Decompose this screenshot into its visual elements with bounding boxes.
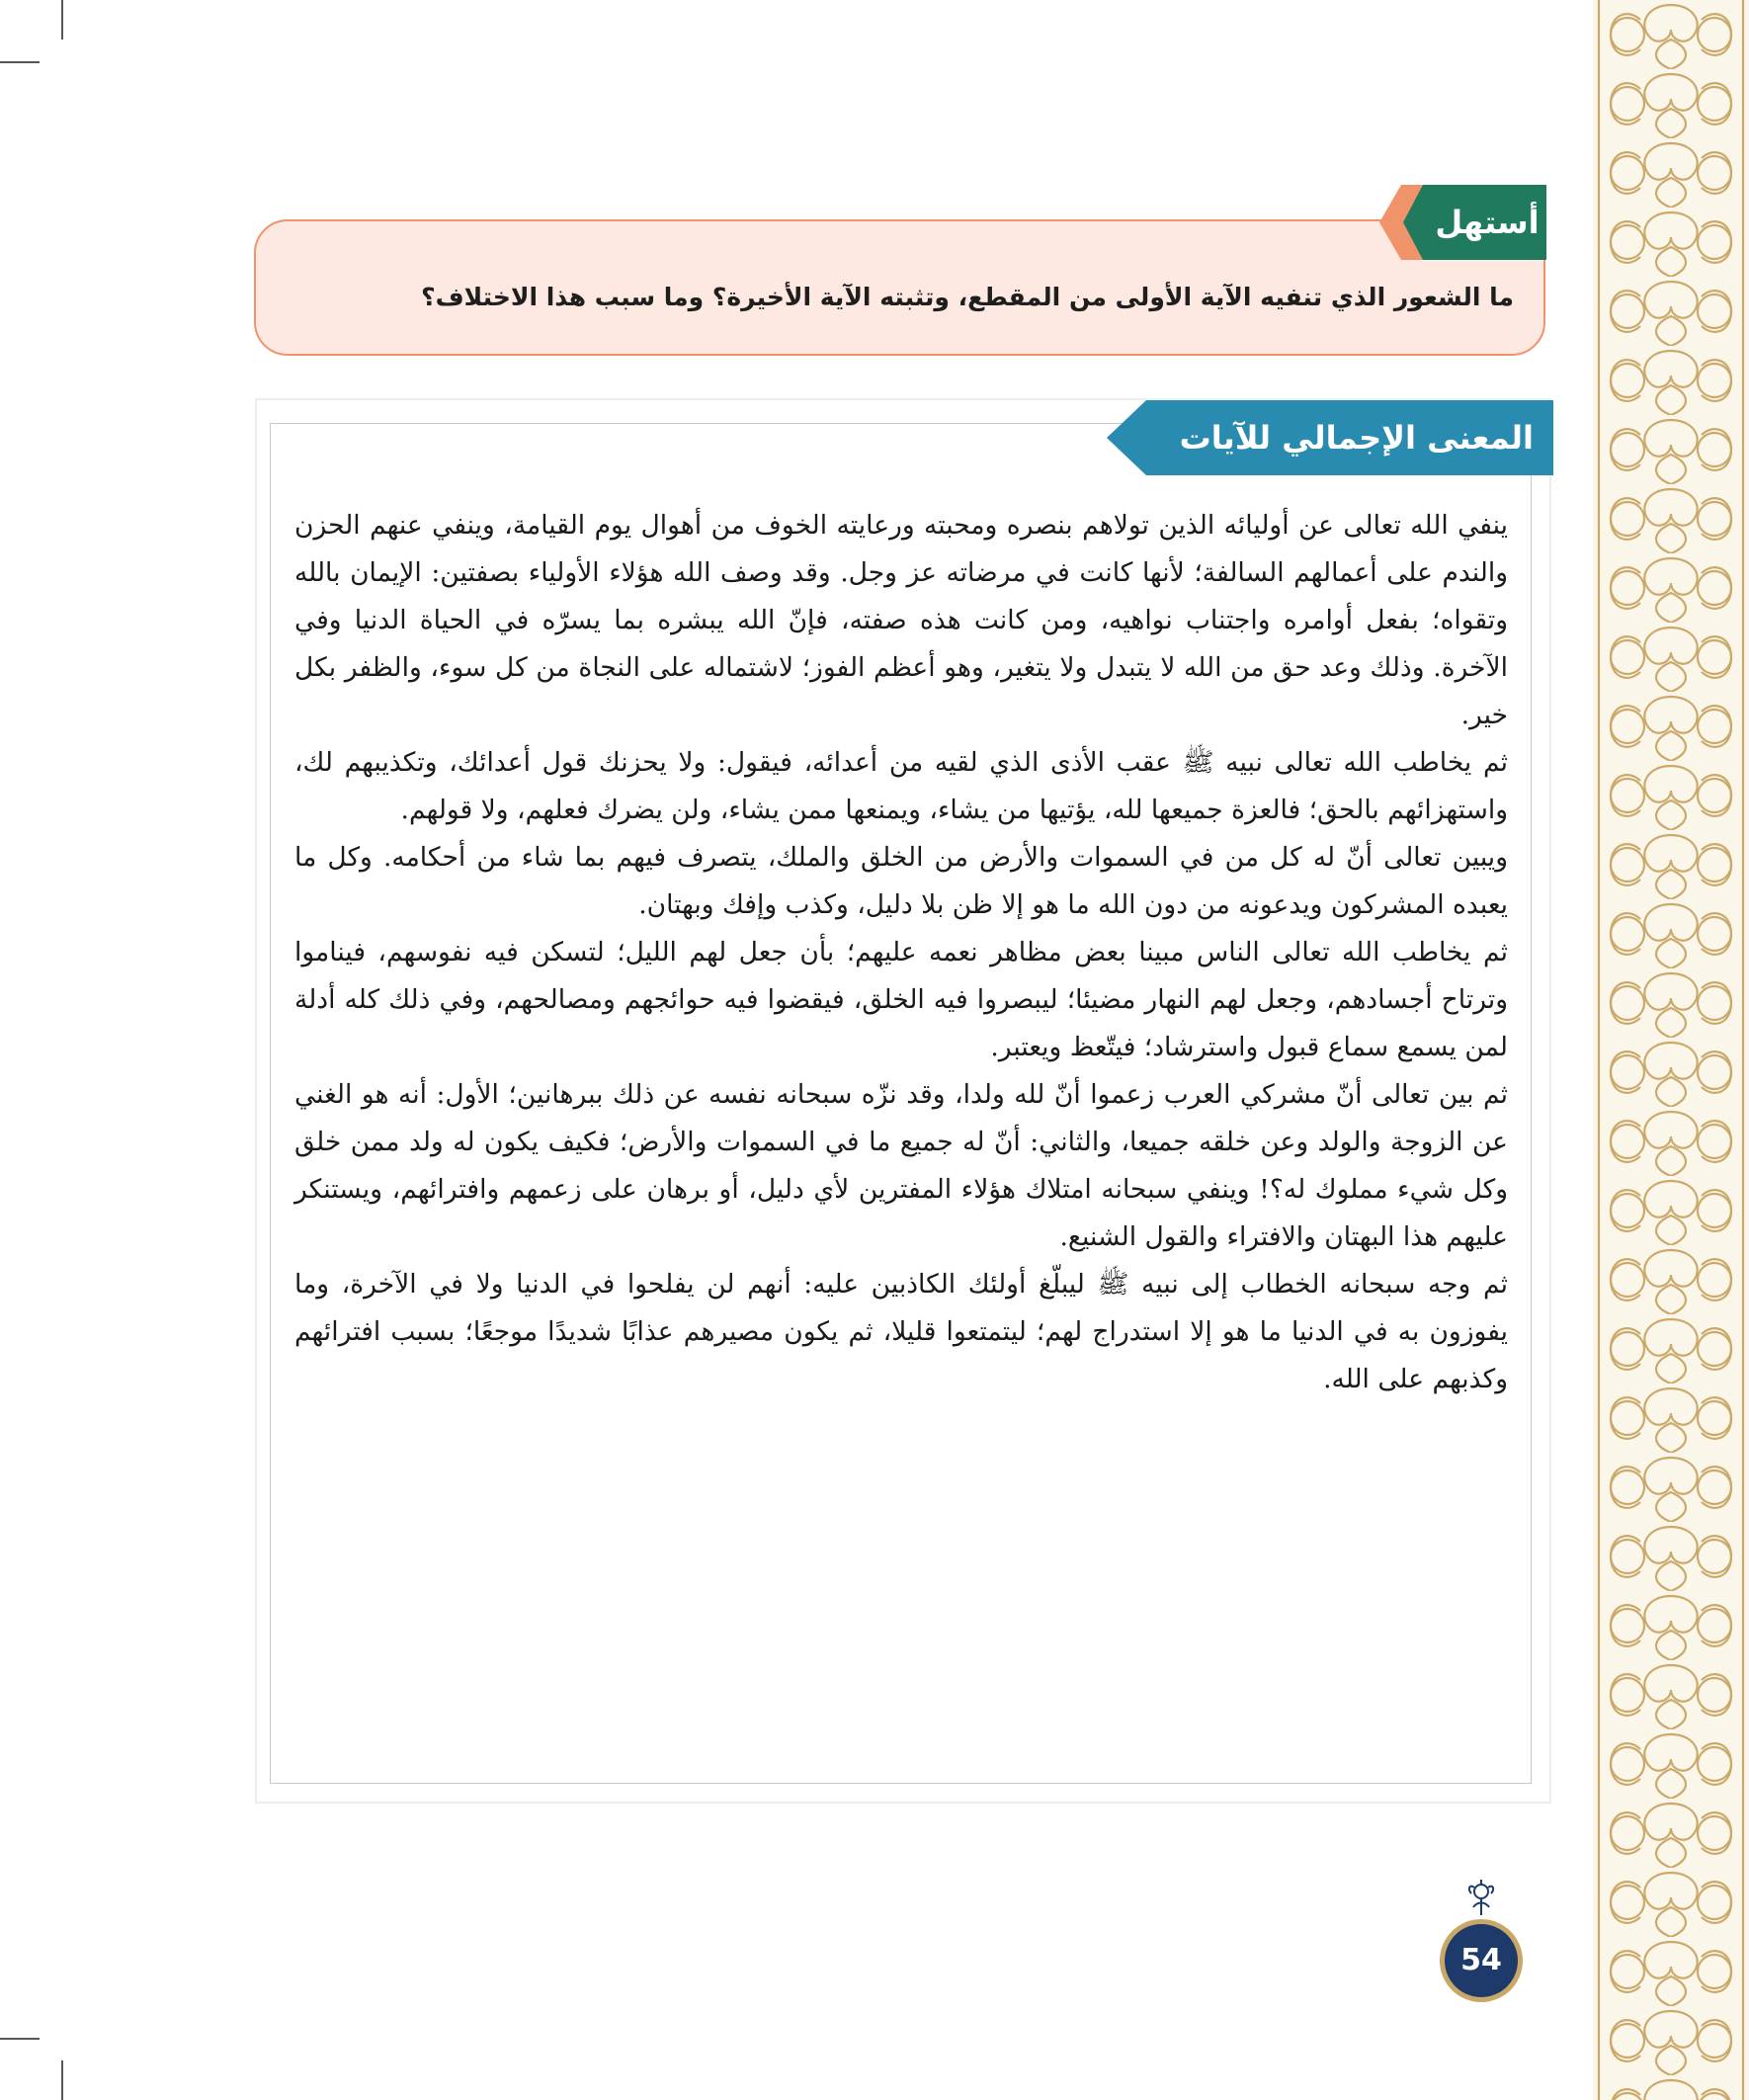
paragraph: ثم يخاطب الله تعالى نبيه ﷺ عقب الأذى الذي لقيه من أعدائه، فيقول: ولا يحزنك قول أعدائك، وتكذيبهم لك، واستهزائهم بالحق؛ فالعزة جميعها لله، يؤتيها من يشاء، ويمنعها ممن يشاء، ولن يضرك فعلهم، ولا قولهم. [294, 747, 1508, 825]
crop-mark [61, 0, 63, 40]
intro-label: أستهل [1435, 204, 1540, 241]
crop-mark [61, 2060, 63, 2100]
crop-mark [0, 61, 40, 63]
paragraph: ينفي الله تعالى عن أوليائه الذين تولاهم بنصره ومحبته ورعايته الخوف من أهوال يوم القيامة، وينفي عنهم الحزن والندم على أعمالهم السالفة؛ لأنها كانت في مرضاته عز وجل. وقد وصف الله هؤلاء الأولياء بصفتين: الإيمان بالله وتقواه؛ بفعل أوامره واجتناب نواهيه، ومن كانت هذه صفته، فإنّ الله يبشره بما يسرّه في الحياة الدنيا وفي الآخرة. وذلك وعد حق من الله لا يتبدل ولا يتغير، وهو أعظم الفوز؛ لاشتماله على النجاة من كل سوء، والظفر بكل خير. [294, 510, 1508, 730]
section-body [294, 502, 1508, 1403]
section-title: المعنى الإجمالي للآيات [1179, 419, 1534, 457]
paragraph: ثم بين تعالى أنّ مشركي العرب زعموا أنّ لله ولدا، وقد نزّه سبحانه نفسه عن ذلك ببرهانين؛ الأول: أنه هو الغني عن الزوجة والولد وعن خلقه جميعا، والثاني: أنّ له جميع ما في السموات والأرض؛ فكيف يكون له ولد ممن خلق وكل شيء مملوك له؟! وينفي سبحانه امتلاك هؤلاء المفترين لأي دليل، أو برهان على زعمهم وافترائهم، ويستنكر عليهم هذا البهتان والافتراء والقول الشنيع. [294, 1079, 1508, 1252]
page-number: 54 [1460, 1943, 1502, 1977]
intro-box [254, 219, 1545, 356]
ornament-icon [1465, 1878, 1497, 1917]
paragraph: ثم وجه سبحانه الخطاب إلى نبيه ﷺ ليبلّغ أولئك الكاذبين عليه: أنهم لن يفلحوا في الدنيا ولا في الآخرة، وما يفوزون به في الدنيا ما هو إلا استدراج لهم؛ ليتمتعوا قليلا، ثم يكون مصيرهم عذابًا شديدًا موجعًا؛ بسبب افترائهم وكذبهم على الله. [294, 1269, 1508, 1394]
paragraph: ثم يخاطب الله تعالى الناس مبينا بعض مظاهر نعمه عليهم؛ بأن جعل لهم الليل؛ لتسكن فيه نفوسهم، فيناموا وترتاح أجسادهم، وجعل لهم النهار مضيئا؛ ليبصروا فيه الخلق، فيقضوا فيه حوائجهم ومصالحهم، وفي ذلك كله أدلة لمن يسمع سماع قبول واسترشاد؛ فيتّعظ ويعتبر. [294, 937, 1508, 1062]
crop-mark [0, 2038, 40, 2040]
intro-question: ما الشعور الذي تنفيه الآية الأولى من المقطع، وتثبته الآية الأخيرة؟ وما سبب هذا الاختلاف؟ [421, 283, 1514, 311]
decorative-border [1593, 0, 1749, 2100]
paragraph: ويبين تعالى أنّ له كل من في السموات والأرض من الخلق والملك، يتصرف فيهم بما شاء من أحكامه. وكل ما يعبده المشركون ويدعونه من دون الله ما هو إلا ظن بلا دليل، وكذب وإفك وبهتان. [294, 842, 1508, 920]
